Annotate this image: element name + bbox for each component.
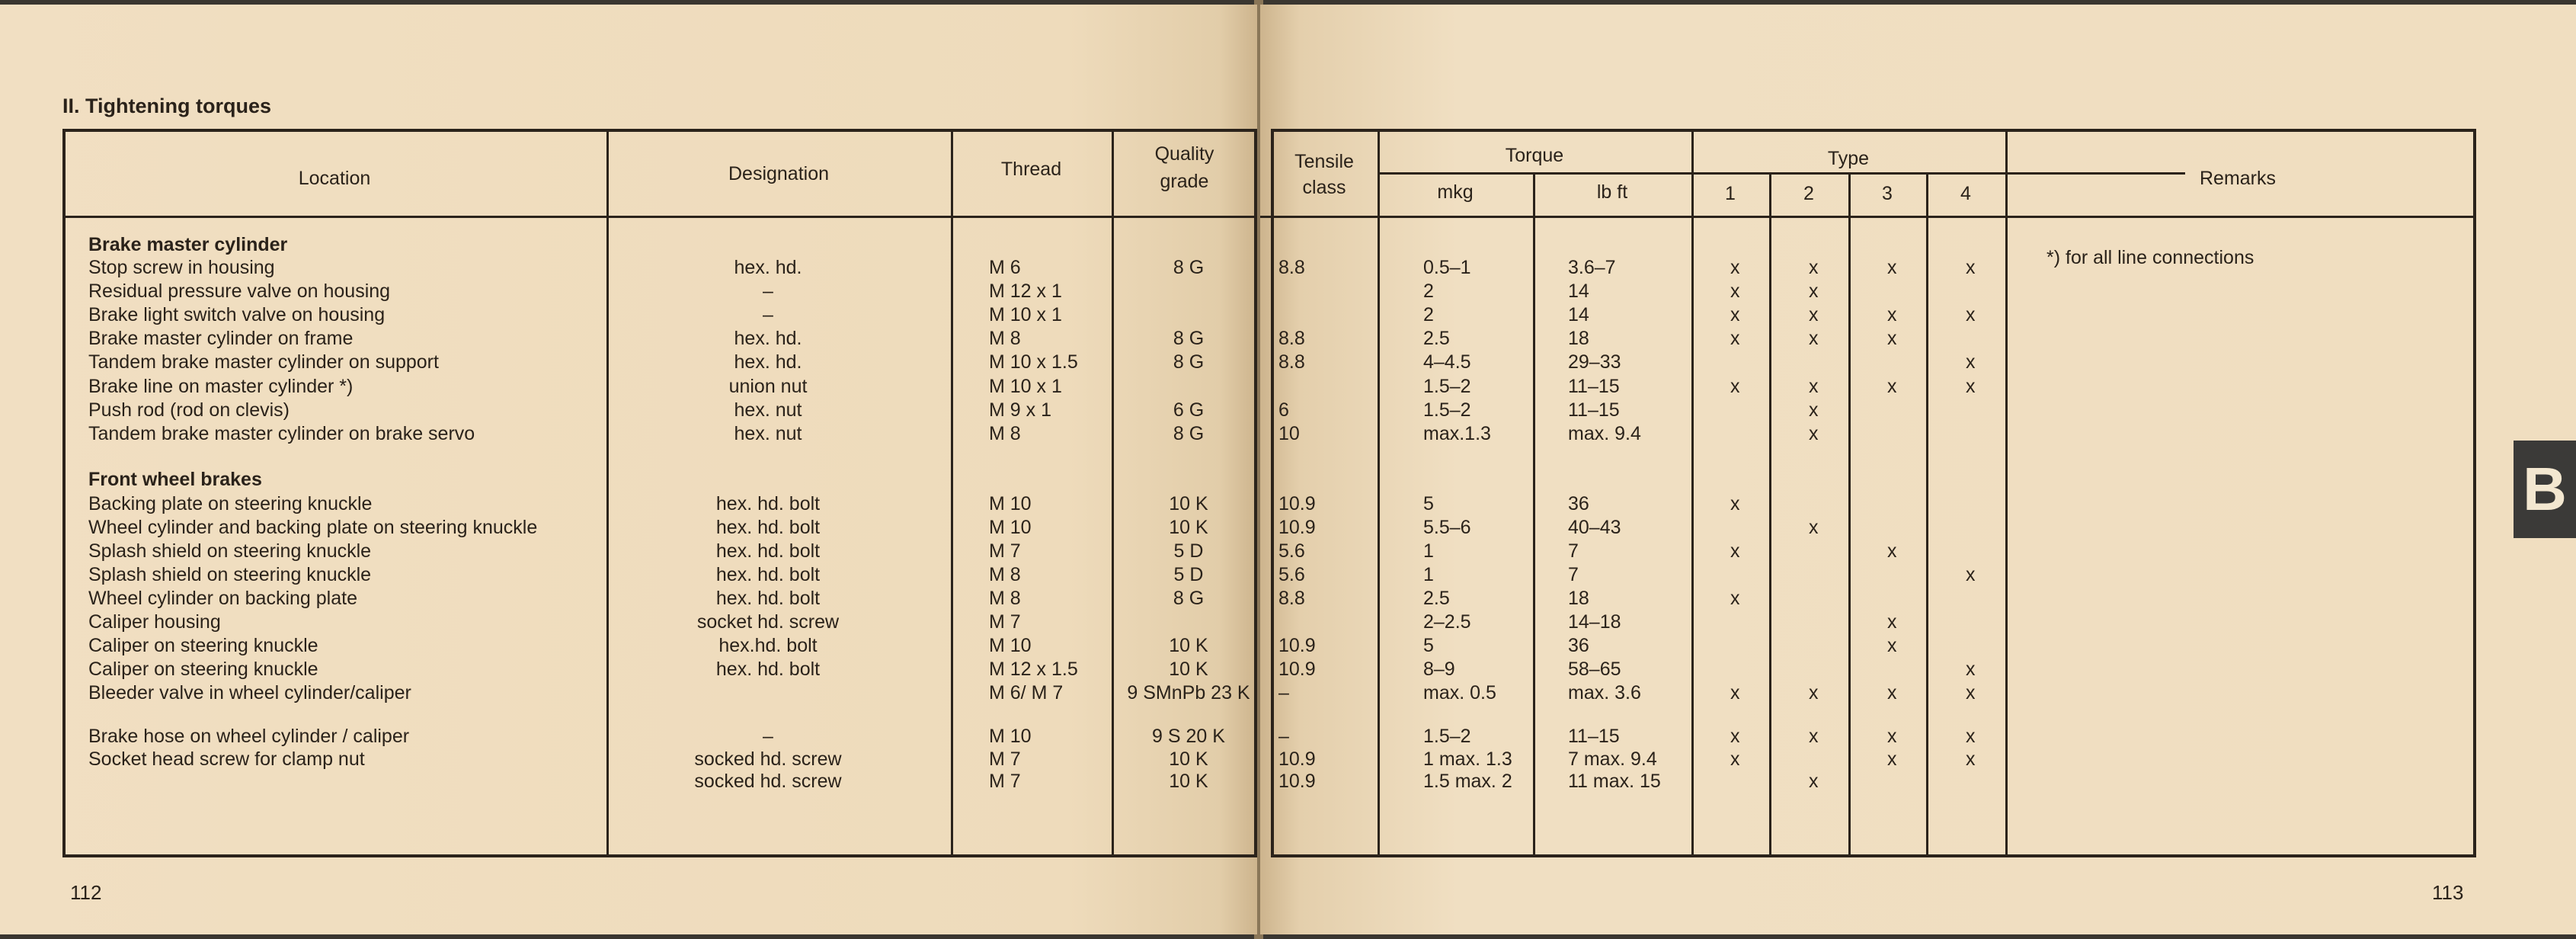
header-type-3: 3: [1882, 183, 1893, 204]
row-location: Tandem brake master cylinder on support: [88, 351, 439, 373]
row-designation: hex. hd.: [734, 257, 802, 278]
row-location: Caliper on steering knuckle: [88, 659, 318, 680]
row-torque-lbft: max. 3.6: [1568, 682, 1641, 703]
row-location: Caliper on steering knuckle: [88, 635, 318, 656]
row-torque-mkg: 8–9: [1423, 659, 1455, 680]
row-designation: hex. hd. bolt: [715, 659, 821, 680]
row-type-3-mark: x: [1887, 726, 1897, 747]
row-torque-lbft: 7: [1568, 564, 1579, 585]
row-type-2-mark: x: [1809, 257, 1819, 278]
row-quality-grade: 8 G: [1173, 351, 1205, 373]
row-designation: union nut: [728, 376, 808, 397]
left-header-rule: [62, 216, 1257, 218]
row-type-1-mark: x: [1730, 328, 1740, 349]
row-tensile-class: 10.9: [1278, 748, 1316, 770]
row-quality-grade: 9 S 20 K: [1152, 726, 1225, 747]
header-location: Location: [298, 168, 371, 189]
row-quality-grade: 10 K: [1169, 493, 1208, 514]
row-designation: socked hd. screw: [694, 748, 842, 770]
row-type-1-mark: x: [1730, 588, 1740, 609]
row-torque-mkg: 1.5–2: [1423, 376, 1471, 397]
row-torque-mkg: max. 0.5: [1423, 682, 1496, 703]
row-thread: M 10: [989, 635, 1032, 656]
row-torque-mkg: 2.5: [1423, 328, 1450, 349]
row-torque-lbft: 58–65: [1568, 659, 1621, 680]
left-page: [0, 5, 1257, 934]
row-quality-grade: 8 G: [1173, 423, 1205, 444]
row-thread: M 7: [989, 611, 1021, 633]
row-type-1-mark: x: [1730, 726, 1740, 747]
row-quality-grade: 10 K: [1169, 659, 1208, 680]
row-tensile-class: 5.6: [1278, 564, 1305, 585]
row-type-3-mark: x: [1887, 635, 1897, 656]
row-type-1-mark: x: [1730, 376, 1740, 397]
col-divider: [1926, 172, 1928, 854]
row-location: Push rod (rod on clevis): [88, 399, 290, 421]
row-type-2-mark: x: [1809, 280, 1819, 302]
row-thread: M 10 x 1.5: [989, 351, 1078, 373]
row-torque-lbft: 18: [1568, 588, 1589, 609]
row-quality-grade: 10 K: [1169, 771, 1208, 792]
row-torque-lbft: 36: [1568, 493, 1589, 514]
row-location: Stop screw in housing: [88, 257, 275, 278]
row-type-4-mark: x: [1966, 376, 1976, 397]
row-location: Brake light switch valve on housing: [88, 304, 386, 325]
row-type-4-mark: x: [1966, 726, 1976, 747]
page-number-left: 112: [70, 881, 102, 904]
header-tensile: Tensile: [1294, 151, 1354, 172]
row-designation: –: [763, 726, 773, 747]
col-divider: [951, 129, 953, 854]
header-torque: Torque: [1505, 145, 1564, 166]
row-thread: M 6/ M 7: [989, 682, 1064, 703]
header-lbft: lb ft: [1596, 181, 1628, 203]
row-thread: M 10 x 1: [989, 376, 1062, 397]
row-type-2-mark: x: [1809, 726, 1819, 747]
header-thread: Thread: [1000, 159, 1062, 180]
col-divider: [2005, 129, 2008, 854]
row-tensile-class: 8.8: [1278, 588, 1305, 609]
col-divider: [606, 129, 609, 854]
row-location: Caliper housing: [88, 611, 221, 633]
row-thread: M 8: [989, 328, 1021, 349]
row-type-1-mark: x: [1730, 682, 1740, 703]
row-type-3-mark: x: [1887, 304, 1897, 325]
row-type-2-mark: x: [1809, 399, 1819, 421]
row-torque-lbft: 14: [1568, 280, 1589, 302]
row-torque-mkg: 2: [1423, 304, 1434, 325]
row-torque-mkg: 1: [1423, 564, 1434, 585]
row-type-3-mark: x: [1887, 257, 1897, 278]
row-torque-mkg: 2–2.5: [1423, 611, 1471, 633]
col-divider: [1691, 129, 1694, 854]
row-thread: M 12 x 1: [989, 280, 1062, 302]
row-type-4-mark: x: [1966, 682, 1976, 703]
row-designation: hex.hd. bolt: [718, 635, 818, 656]
row-designation: –: [763, 280, 773, 302]
row-tensile-class: 10.9: [1278, 635, 1316, 656]
row-torque-lbft: 40–43: [1568, 517, 1621, 538]
row-type-1-mark: x: [1730, 304, 1740, 325]
row-quality-grade: 10 K: [1169, 517, 1208, 538]
row-thread: M 8: [989, 423, 1021, 444]
row-thread: M 10: [989, 726, 1032, 747]
row-type-2-mark: x: [1809, 517, 1819, 538]
header-mkg: mkg: [1437, 181, 1474, 203]
row-designation: hex. nut: [734, 423, 802, 444]
row-location: Brake hose on wheel cylinder / caliper: [88, 726, 410, 747]
row-designation: socket hd. screw: [696, 611, 840, 633]
row-quality-grade: 10 K: [1169, 635, 1208, 656]
row-location: Wheel cylinder and backing plate on steering knuckle: [88, 517, 538, 538]
row-type-2-mark: x: [1809, 682, 1819, 703]
row-designation: hex. hd. bolt: [715, 493, 821, 514]
row-designation: hex. hd. bolt: [715, 588, 821, 609]
row-quality-grade: 9 SMnPb 23 K: [1127, 682, 1250, 703]
row-type-2-mark: x: [1809, 304, 1819, 325]
row-torque-mkg: 1 max. 1.3: [1423, 748, 1512, 770]
row-torque-lbft: 36: [1568, 635, 1589, 656]
row-type-4-mark: x: [1966, 564, 1976, 585]
row-torque-lbft: 11–15: [1568, 399, 1620, 421]
row-torque-mkg: 1: [1423, 540, 1434, 562]
row-type-3-mark: x: [1887, 376, 1897, 397]
row-torque-lbft: 11–15: [1568, 726, 1620, 747]
row-location: Socket head screw for clamp nut: [88, 748, 365, 770]
remark-text: *) for all line connections: [2046, 247, 2254, 268]
row-torque-mkg: 2: [1423, 280, 1434, 302]
row-tensile-class: 5.6: [1278, 540, 1305, 562]
row-quality-grade: 5 D: [1173, 564, 1204, 585]
row-tensile-class: 6: [1278, 399, 1289, 421]
row-torque-mkg: 4–4.5: [1423, 351, 1471, 373]
row-location: Backing plate on steering knuckle: [88, 493, 373, 514]
header-grade: grade: [1160, 171, 1209, 192]
row-type-2-mark: x: [1809, 328, 1819, 349]
row-torque-lbft: 7 max. 9.4: [1568, 748, 1657, 770]
row-location: Splash shield on steering knuckle: [88, 540, 372, 562]
header-type-2: 2: [1803, 183, 1814, 204]
row-type-1-mark: x: [1730, 493, 1740, 514]
row-thread: M 8: [989, 588, 1021, 609]
row-torque-lbft: 14: [1568, 304, 1589, 325]
row-location: Brake master cylinder on frame: [88, 328, 354, 349]
row-thread: M 8: [989, 564, 1021, 585]
row-quality-grade: 8 G: [1173, 328, 1205, 349]
header-type-4: 4: [1960, 183, 1971, 204]
row-thread: M 10 x 1: [989, 304, 1062, 325]
section-tab-b: B: [2514, 441, 2576, 538]
row-type-3-mark: x: [1887, 682, 1897, 703]
row-type-3-mark: x: [1887, 748, 1897, 770]
row-type-4-mark: x: [1966, 351, 1976, 373]
row-torque-mkg: 1.5–2: [1423, 399, 1471, 421]
page-number-right: 113: [2432, 881, 2464, 904]
row-designation: socked hd. screw: [694, 771, 842, 792]
row-designation: –: [763, 304, 773, 325]
row-type-4-mark: x: [1966, 659, 1976, 680]
col-divider: [1533, 172, 1535, 854]
row-quality-grade: 6 G: [1173, 399, 1205, 421]
row-torque-lbft: 3.6–7: [1568, 257, 1616, 278]
row-type-3-mark: x: [1887, 328, 1897, 349]
row-location: Tandem brake master cylinder on brake servo: [88, 423, 475, 444]
row-tensile-class: 8.8: [1278, 328, 1305, 349]
row-quality-grade: 8 G: [1173, 588, 1205, 609]
row-quality-grade: 8 G: [1173, 257, 1205, 278]
row-torque-mkg: 5: [1423, 635, 1434, 656]
header-class: class: [1302, 177, 1346, 198]
row-location: Brake line on master cylinder *): [88, 376, 354, 397]
row-torque-mkg: 1.5 max. 2: [1423, 771, 1512, 792]
row-designation: hex. hd.: [734, 351, 802, 373]
row-location: Bleeder valve in wheel cylinder/caliper: [88, 682, 411, 703]
row-type-4-mark: x: [1966, 304, 1976, 325]
row-torque-lbft: 7: [1568, 540, 1579, 562]
row-torque-mkg: 2.5: [1423, 588, 1450, 609]
row-torque-lbft: 14–18: [1568, 611, 1621, 633]
row-thread: M 6: [989, 257, 1021, 278]
row-type-2-mark: x: [1809, 376, 1819, 397]
row-type-1-mark: x: [1730, 540, 1740, 562]
row-type-3-mark: x: [1887, 611, 1897, 633]
col-divider: [1378, 129, 1380, 854]
row-thread: M 7: [989, 771, 1021, 792]
row-quality-grade: 5 D: [1173, 540, 1204, 562]
header-type: Type: [1827, 148, 1870, 169]
row-torque-mkg: 5.5–6: [1423, 517, 1471, 538]
row-type-1-mark: x: [1730, 280, 1740, 302]
row-quality-grade: 10 K: [1169, 748, 1208, 770]
row-torque-mkg: 0.5–1: [1423, 257, 1471, 278]
row-type-4-mark: x: [1966, 257, 1976, 278]
row-type-4-mark: x: [1966, 748, 1976, 770]
row-torque-lbft: 18: [1568, 328, 1589, 349]
row-location: Wheel cylinder on backing plate: [88, 588, 357, 609]
col-divider: [1769, 172, 1771, 854]
row-designation: hex. hd.: [734, 328, 802, 349]
row-designation: hex. hd. bolt: [715, 517, 821, 538]
row-torque-lbft: 11 max. 15: [1568, 771, 1661, 792]
row-thread: M 10: [989, 493, 1032, 514]
row-thread: M 7: [989, 748, 1021, 770]
row-designation: hex. hd. bolt: [715, 540, 821, 562]
row-tensile-class: 8.8: [1278, 351, 1305, 373]
row-thread: M 7: [989, 540, 1021, 562]
row-type-3-mark: x: [1887, 540, 1897, 562]
col-divider: [1848, 172, 1851, 854]
header-quality: Quality: [1154, 143, 1214, 165]
right-page: [1260, 5, 2576, 934]
row-thread: M 10: [989, 517, 1032, 538]
row-designation: hex. nut: [734, 399, 802, 421]
row-tensile-class: 10.9: [1278, 771, 1316, 792]
row-tensile-class: –: [1278, 726, 1289, 747]
section-title: II. Tightening torques: [62, 95, 271, 117]
row-tensile-class: 10.9: [1278, 493, 1316, 514]
row-torque-lbft: 11–15: [1568, 376, 1620, 397]
row-torque-mkg: max.1.3: [1423, 423, 1491, 444]
right-header-rule: [1260, 216, 2473, 218]
row-type-1-mark: x: [1730, 748, 1740, 770]
group-heading: Front wheel brakes: [88, 469, 262, 490]
group-heading: Brake master cylinder: [88, 234, 288, 255]
row-torque-mkg: 1.5–2: [1423, 726, 1471, 747]
row-type-2-mark: x: [1809, 423, 1819, 444]
row-tensile-class: –: [1278, 682, 1289, 703]
row-tensile-class: 10.9: [1278, 517, 1316, 538]
row-torque-lbft: max. 9.4: [1568, 423, 1641, 444]
row-torque-mkg: 5: [1423, 493, 1434, 514]
row-tensile-class: 10.9: [1278, 659, 1316, 680]
row-thread: M 9 x 1: [989, 399, 1051, 421]
row-tensile-class: 8.8: [1278, 257, 1305, 278]
row-designation: hex. hd. bolt: [715, 564, 821, 585]
row-torque-lbft: 29–33: [1568, 351, 1621, 373]
row-tensile-class: 10: [1278, 423, 1300, 444]
row-thread: M 12 x 1.5: [989, 659, 1078, 680]
header-type-1: 1: [1725, 183, 1736, 204]
header-designation: Designation: [728, 163, 830, 184]
row-type-1-mark: x: [1730, 257, 1740, 278]
row-type-2-mark: x: [1809, 771, 1819, 792]
header-remarks: Remarks: [2199, 168, 2276, 189]
row-location: Residual pressure valve on housing: [88, 280, 391, 302]
row-location: Splash shield on steering knuckle: [88, 564, 372, 585]
